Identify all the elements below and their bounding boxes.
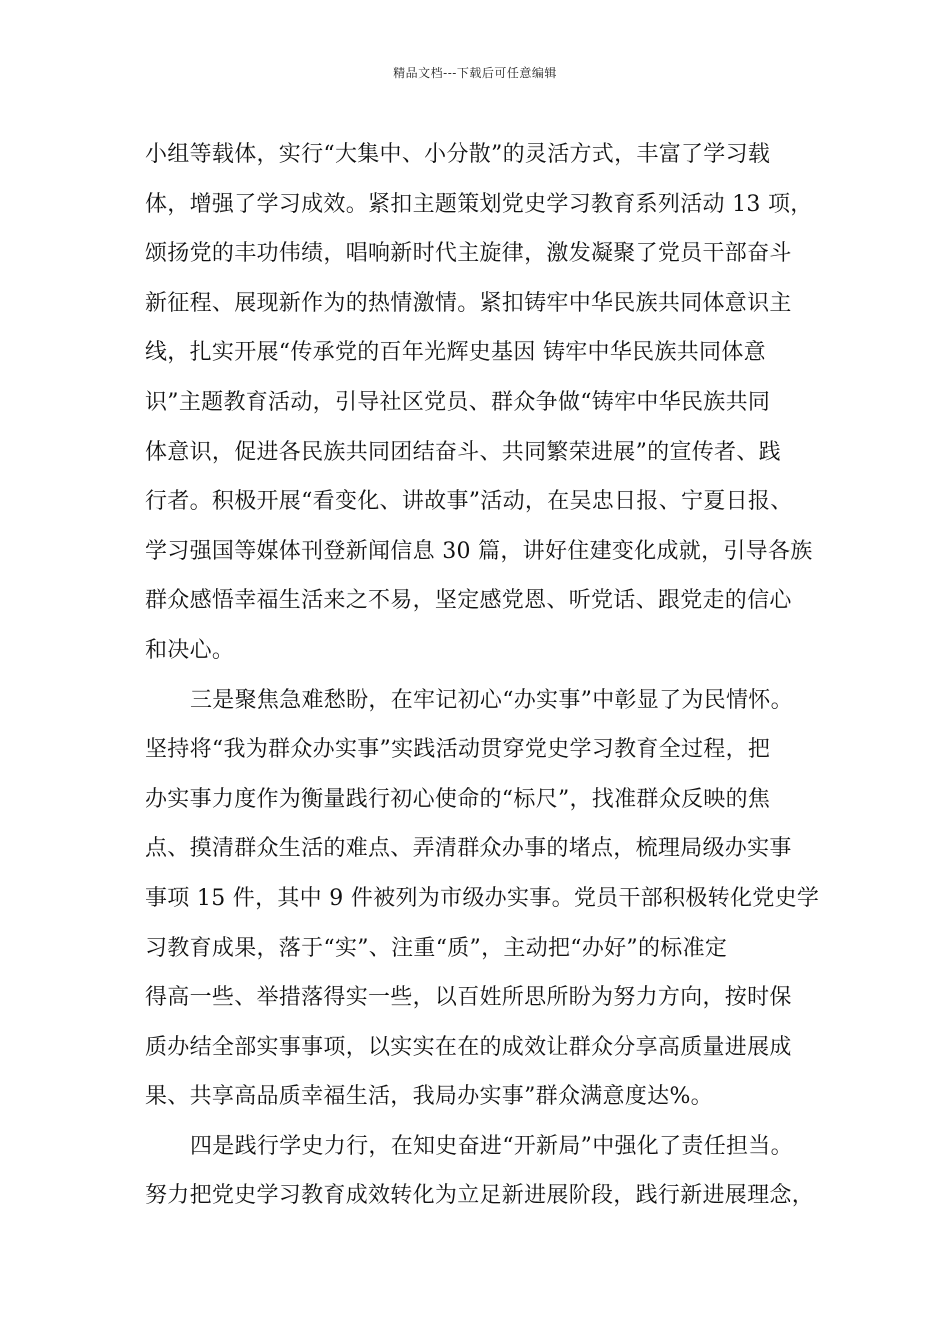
text-line: 坚持将“我为群众办实事”实践活动贯穿党史学习教育全过程，把 <box>145 737 771 763</box>
text-line: 学习强国等媒体刊登新闻信息 30 篇，讲好住建变化成就，引导各族 <box>145 538 813 564</box>
text-line: 努力把党史学习教育成效转化为立足新进展阶段，践行新进展理念， <box>145 1183 815 1209</box>
text-line: 小组等载体，实行“大集中、小分散”的灵活方式，丰富了学习载 <box>145 142 771 167</box>
text-line: 识”主题教育活动，引导社区党员、群众争做“铸牢中华民族共同 <box>145 389 771 415</box>
text-line: 得高一些、举措落得实一些，以百姓所思所盼为努力方向，按时保 <box>145 985 792 1011</box>
text-line: 体，增强了学习成效。紧扣主题策划党史学习教育系列活动 13 项， <box>145 191 813 217</box>
text-line: 体意识，促进各民族共同团结奋斗、共同繁荣进展”的宣传者、践 <box>145 439 781 465</box>
text-line: 线，扎实开展“传承党的百年光辉史基因 铸牢中华民族共同体意 <box>145 340 766 366</box>
text-line: 和决心。 <box>145 637 235 663</box>
text-line: 三是聚焦急难愁盼，在牢记初心“办实事”中彰显了为民情怀。 <box>190 687 793 713</box>
text-line: 点、摸清群众生活的难点、弄清群众办事的堵点，梳理局级办实事 <box>145 836 792 862</box>
text-line: 质办结全部实事事项，以实实在在的成效让群众分享高质量进展成 <box>145 1034 792 1060</box>
text-line: 果、共享高品质幸福生活，我局办实事”群众满意度达%。 <box>145 1084 713 1110</box>
text-line: 行者。积极开展“看变化、讲故事”活动，在吴忠日报、宁夏日报、 <box>145 489 793 515</box>
text-line: 四是践行学史力行，在知史奋进“开新局”中强化了责任担当。 <box>190 1133 793 1159</box>
text-line: 颂扬党的丰功伟绩，唱响新时代主旋律，激发凝聚了党员干部奋斗 <box>145 241 792 267</box>
text-line: 群众感悟幸福生活来之不易，坚定感党恩、听党话、跟党走的信心 <box>145 588 792 614</box>
page-header: 精品文档---下载后可任意编辑 <box>393 66 557 80</box>
text-line: 习教育成果，落于“实”、注重“质”，主动把“办好”的标准定 <box>145 935 728 961</box>
document-body <box>145 130 830 1221</box>
text-line: 办实事力度作为衡量践行初心使命的“标尺”，找准群众反映的焦 <box>145 786 771 812</box>
text-line: 事项 15 件，其中 9 件被列为市级办实事。党员干部积极转化党史学 <box>145 885 820 911</box>
text-line: 新征程、展现新作为的热情激情。紧扣铸牢中华民族共同体意识主 <box>145 290 792 316</box>
